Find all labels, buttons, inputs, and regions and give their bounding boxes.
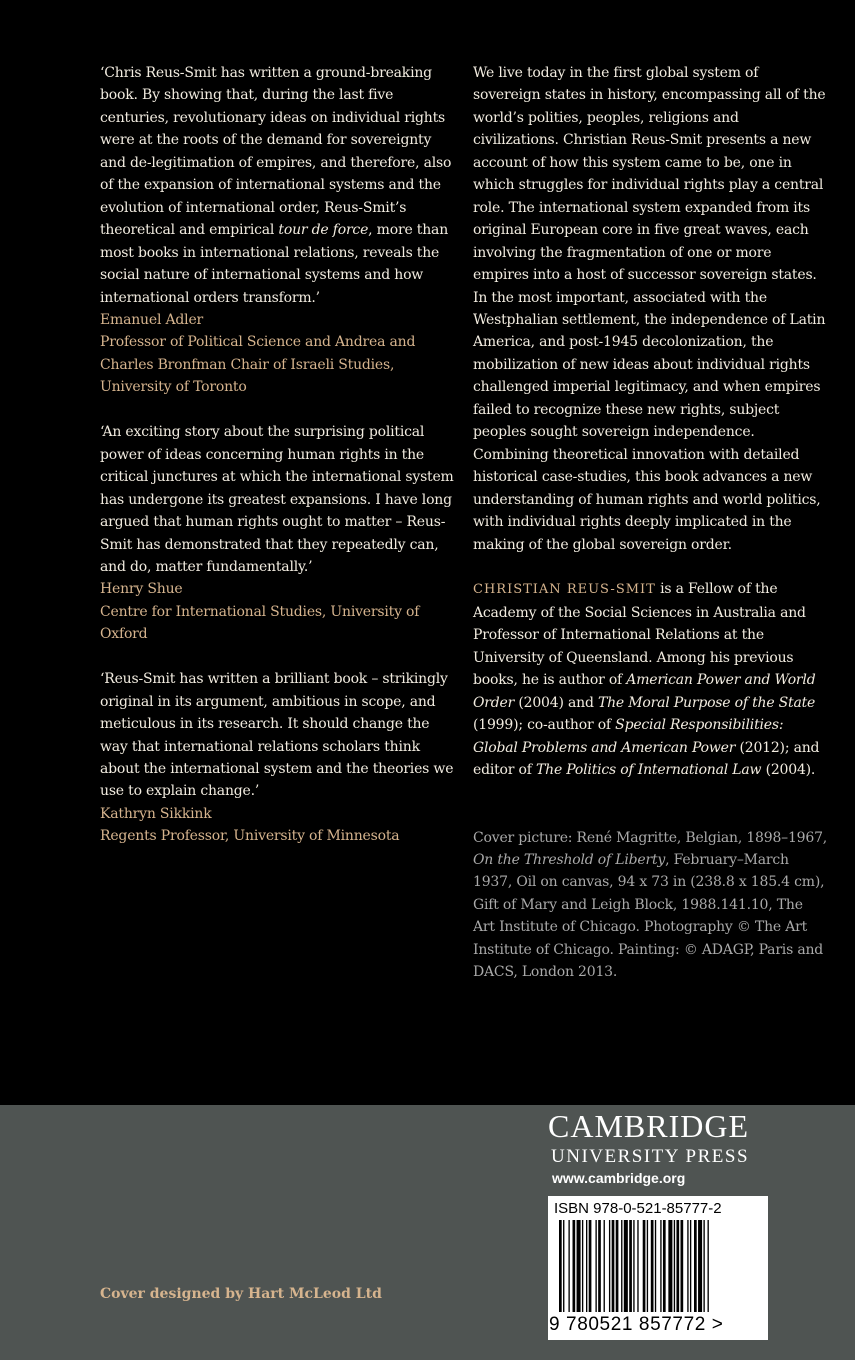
publisher-url: www.cambridge.org (552, 1170, 686, 1186)
publisher-logo-name: CAMBRIDGE (548, 1108, 750, 1144)
barcode-bar (663, 1220, 666, 1312)
author-bio: CHRISTIAN REUS-SMIT is a Fellow of the Academy of the Social Sciences in Australia and Professor of International Relations at the University of Queensland. Among his previous books, he is author of American Power and World Order (2004) and The Moral Purpose of the State (1999); co-author of Special Responsibilities: Global Problems and American Power (2012); and editor of The Politics of International Law (2004). (473, 581, 820, 779)
isbn-barcode (548, 1196, 768, 1340)
barcode-bar (687, 1220, 688, 1312)
barcode-bar (604, 1220, 605, 1312)
endorser-affiliation: Regents Professor, University of Minnesota (100, 828, 400, 845)
endorser-affiliation: Professor of Political Science and Andrea and Charles Bronfman Chair of Israeli Studies, University of Toronto (100, 334, 416, 396)
barcode-bar (589, 1220, 592, 1312)
author-name: CHRISTIAN REUS-SMIT (473, 582, 656, 598)
barcode-bar (633, 1220, 634, 1312)
barcode-bar (563, 1220, 564, 1312)
endorser-affiliation: Centre for International Studies, University of Oxford (100, 603, 420, 643)
barcode-bar (690, 1220, 691, 1312)
isbn-label: ISBN 978-0-521-85777-2 (554, 1200, 722, 1217)
barcode-bar (609, 1220, 610, 1312)
barcode-bar (559, 1220, 562, 1312)
book-description: We live today in the first global system of sovereign states in history, encompassing all of the world’s polities, peoples, religions and civilizations. Christian Reus-Smit presents a new account of how this system came to be, one in which struggles for individual rights play a central role. The international system expanded from its original European core in five great waves, each involving the fragmentation of one or more empires into a host of successor sovereign states. In the most important, associated with the Westphalian settlement, the independence of Latin America, and post-1945 decolonization, the mobilization of new ideas about individual rights challenged imperial legitimacy, and when empires failed to recognize these new rights, subject peoples sought sovereign independence. Combining theoretical innovation with detailed historical case-studies, this book advances a new understanding of human rights and world politics, with individual rights deeply implicated in the making of the global sovereign order. (473, 65, 826, 553)
endorsement-quote: ‘Reus-Smit has written a brilliant book – strikingly original in its argument, ambitious in scope, and meticulous in its research. It should change the way that international relations scholars think about the international system and the theories we use to explain change.’ (100, 671, 454, 800)
barcode-bar (577, 1220, 581, 1312)
barcode-bar (612, 1220, 615, 1312)
barcode-bar (598, 1220, 601, 1312)
barcode-bar (660, 1220, 661, 1312)
barcode-bar (676, 1220, 679, 1312)
barcode-bar (651, 1220, 654, 1312)
barcode-bar (637, 1220, 638, 1312)
endorsement-quote: ‘An exciting story about the surprising political power of ideas concerning human rights in the critical junctures at which the international system has undergone its greatest expansions. I have long argued that human rights ought to matter – Reus-Smit has demonstrated that they repeatedly can, and do, matter fundamentally.’ (100, 424, 454, 575)
barcode-bar (694, 1220, 697, 1312)
cover-designer-credit: Cover designed by Hart McLeod Ltd (100, 1286, 382, 1302)
barcode-bar (573, 1220, 576, 1312)
barcode-bar (643, 1220, 646, 1312)
barcode-bar (568, 1220, 569, 1312)
barcode-bar (582, 1220, 583, 1312)
barcode-bar (698, 1220, 702, 1312)
publisher-logo-sub: UNIVERSITY PRESS (551, 1146, 750, 1167)
endorser-name: Henry Shue (100, 581, 183, 598)
barcode-bar (647, 1220, 648, 1312)
blurb-column (473, 62, 828, 984)
barcode-bar (595, 1220, 596, 1312)
barcode-bar (624, 1220, 628, 1312)
barcode-bar (616, 1220, 619, 1312)
endorsement-quote: ‘Chris Reus-Smit has written a ground-breaking book. By showing that, during the last five centuries, revolutionary ideas on individual rights were at the roots of the demand for sovereignty and de-legitimation of empires, and therefore, also of the expansion of international systems and the evolution of international order, Reus-Smit’s theoretical and empirical tour de force, more than most books in international relations, reveals the social nature of international systems and how international orders transform.’ (100, 65, 452, 306)
endorsements-column (100, 62, 455, 870)
barcode-bar (655, 1220, 656, 1312)
endorsement-adler (100, 62, 455, 399)
barcode-bar (703, 1220, 704, 1312)
barcode-bar (668, 1220, 672, 1312)
barcode-bar (621, 1220, 622, 1312)
barcode-bar (708, 1220, 709, 1312)
endorser-name: Kathryn Sikkink (100, 805, 212, 822)
barcode-bars (555, 1220, 760, 1312)
endorsement-shue (100, 421, 455, 646)
cover-picture-credit: Cover picture: René Magritte, Belgian, 1898–1967, On the Threshold of Liberty, February–March 1937, Oil on canvas, 94 x 73 in (238.8 x 185.4 cm), Gift of Mary and Leigh Block, 1988.141.10, The Art Institute of Chicago. Photography © The Art Institute of Chicago. Painting: © ADAGP, Paris and DACS, London 2013. (473, 829, 828, 981)
barcode-digits: 9 780521 857772 > (549, 1314, 724, 1335)
barcode-bar (629, 1220, 632, 1312)
barcode-bar (674, 1220, 675, 1312)
endorsement-sikkink (100, 668, 455, 848)
barcode-bar (681, 1220, 684, 1312)
endorser-name: Emanuel Adler (100, 311, 204, 328)
barcode-bar (586, 1220, 587, 1312)
